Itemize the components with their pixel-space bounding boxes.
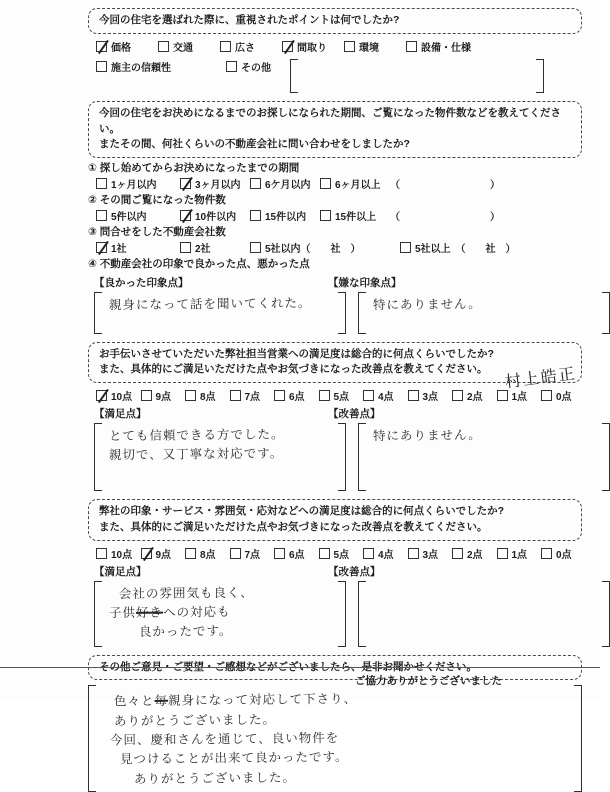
q2-sub2-opt2: 10件以内 (180, 208, 250, 223)
q2-sub1-opt2: 3ヶ月以内 (180, 176, 250, 191)
checkbox-layout (282, 41, 293, 52)
checkbox-over6months (320, 178, 331, 189)
q4-score-3: 3点 (408, 546, 453, 561)
q3-title-box (88, 342, 582, 392)
checkbox-owner-trust (96, 61, 107, 72)
q3-score-0: 0点 (541, 388, 572, 403)
q4-score-0: 0点 (541, 546, 572, 561)
checkbox-q3-7 (230, 390, 241, 401)
q2-sub3-opt4: 5社以上 （ 社 ） (400, 240, 516, 255)
q1-option-layout: 間取り (282, 39, 344, 54)
q1-other-writein-area (290, 59, 544, 93)
checkbox-q4-5 (319, 548, 330, 559)
q4-title-line2: また、具体的にご満足いただけた点やお気づきになった改善点を教えてください。 (99, 520, 488, 533)
bad-impression-writein (358, 292, 610, 334)
good-impression-writein (94, 292, 346, 334)
q3-satisfaction-line2: 親切で、又丁寧な対応です。 (108, 446, 284, 463)
checkbox-6months (250, 178, 261, 189)
q3-score-6: 6点 (274, 388, 319, 403)
checkbox-q4-6 (274, 548, 285, 559)
q4-score-6: 6点 (274, 546, 319, 561)
q3-improvement-label: 【改善点】 (328, 408, 381, 420)
q4-title-box (88, 499, 582, 541)
checkbox-size (220, 41, 231, 52)
q4-satisfaction-line1: 会社の雰囲気も良く、 (118, 585, 254, 601)
good-impression-text: 親身になって話を聞いてくれた。 (108, 295, 312, 312)
q2-title-box (88, 101, 582, 158)
q2-sub4-comments (94, 292, 582, 334)
q4-title-line1: 弊社の印象・サービス・雰囲気・応対などへの満足度は総合的に何点くらいでしたか? (99, 505, 504, 517)
q3-improvement-writein (358, 423, 610, 491)
q1-title-box (88, 8, 582, 34)
handwritten-signature: 村上皓正 (504, 365, 578, 392)
q2-title-line1: 今回の住宅をお決めになるまでのお探しになられた期間、ご覧になった物件数などを教えてください。 (99, 106, 561, 135)
footer-thanks: ご協力ありがとうございました (355, 675, 502, 687)
q1-option-other: その他 (226, 59, 288, 74)
checkbox-2companies (180, 242, 191, 253)
q4-score-10: 10点 (96, 546, 141, 561)
q4-score-9: 9点 (141, 546, 186, 561)
checkbox-q3-8 (185, 390, 196, 401)
q2-sub1-opt1: 1ヶ月以内 (96, 176, 180, 191)
bad-impression-text: 特にありません。 (372, 296, 482, 312)
q4-satisfaction-writein (94, 581, 346, 647)
checkbox-q3-2 (452, 390, 463, 401)
q2-sub3-opt1: 1社 (96, 240, 180, 255)
q3-title-line1: お手伝いさせていただいた弊社担当営業への満足度は総合的に何点くらいでしたか? (99, 347, 494, 360)
q3-title-line2: また、具体的にご満足いただけた点やお気づきになった改善点を教えてください。 (99, 363, 488, 376)
checkbox-15props (250, 210, 261, 221)
q2-sub2-label: ② その間ご覧になった物件数 (88, 194, 226, 207)
checkbox-q4-10 (96, 548, 107, 559)
q3-satisfaction-label: 【満足点】 (94, 408, 147, 420)
checkbox-q3-10 (96, 390, 107, 401)
q2-sub3-options (96, 240, 582, 255)
checkbox-q4-7 (230, 548, 241, 559)
checkbox-environment (344, 41, 355, 52)
bad-impression-label: 【嫌な印象点】 (328, 276, 402, 289)
checkbox-q4-2 (452, 548, 463, 559)
q2-sub3-opt2: 2社 (180, 240, 250, 255)
form-content (88, 8, 582, 792)
q5-line5: ありがとうございました。 (133, 770, 297, 787)
checkbox-q4-0 (541, 548, 552, 559)
q3-satisfaction-writein (94, 423, 346, 491)
checkbox-transport (158, 41, 169, 52)
q4-improvement-text (373, 582, 595, 584)
checkbox-q3-3 (408, 390, 419, 401)
q3-score-5: 5点 (319, 388, 364, 403)
q4-comments (94, 581, 582, 647)
struck-text: 毎 (154, 694, 169, 709)
q2-sub1-options (96, 176, 582, 191)
checkbox-over5companies (400, 242, 411, 253)
q2-sub2-paren: （ ） (390, 212, 500, 224)
checkbox-5props (96, 210, 107, 221)
checkbox-q4-9 (141, 548, 152, 559)
q2-sub1-opt4: 6ヶ月以上 (320, 176, 390, 191)
q2-sub3-label: ③ 問合せをした不動産会社数 (88, 226, 226, 239)
q5-line4: 見つけることが出来て良かったです。 (119, 750, 349, 767)
q1-option-transport: 交通 (158, 39, 220, 54)
q1-option-owner-trust: 施主の信頼性 (96, 59, 226, 74)
q3-column-labels (94, 406, 582, 421)
q2-sub2-opt3: 15件以内 (250, 208, 320, 223)
struck-text: 好き (135, 605, 164, 620)
checkbox-1company (96, 242, 107, 253)
q4-score-1: 1点 (497, 546, 542, 561)
q4-satisfaction-line3: 良かったです。 (138, 624, 233, 640)
q3-improvement-text: 特にありません。 (372, 428, 482, 444)
q4-column-labels (94, 564, 582, 579)
q2-sub4-column-labels (94, 275, 582, 290)
q3-comments (94, 423, 582, 491)
q3-score-8: 8点 (185, 388, 230, 403)
q4-satisfaction-label: 【満足点】 (94, 565, 147, 578)
q4-score-4: 4点 (363, 546, 408, 561)
checkbox-q4-8 (185, 548, 196, 559)
good-impression-label: 【良かった印象点】 (94, 276, 189, 289)
q2-sub1-label: ① 探し始めてからお決めになったまでの期間 (88, 162, 300, 174)
q3-score-4: 4点 (363, 388, 408, 403)
q3-score-10: 10点 (96, 388, 141, 403)
q4-score-8: 8点 (185, 546, 230, 561)
q4-improvement-writein (358, 581, 610, 647)
checkbox-price (96, 41, 107, 52)
checkbox-3months (180, 178, 191, 189)
q3-score-9: 9点 (141, 388, 186, 403)
q2-sub2-opt1: 5件以内 (96, 208, 180, 223)
q5-line1: 色々と毎親身になって対応して下さり、 (113, 692, 358, 709)
q1-options-row2 (96, 59, 582, 93)
checkbox-1month (96, 178, 107, 189)
q2-sub2-opt4: 15件以上 (320, 208, 390, 223)
bottom-rule (0, 667, 600, 668)
q1-option-size: 広さ (220, 39, 282, 54)
checkbox-q4-1 (497, 548, 508, 559)
q3-satisfaction-line1: とても信頼できる方でした。 (108, 427, 285, 444)
checkbox-over15props (320, 210, 331, 221)
q3-score-2: 2点 (452, 388, 497, 403)
q2-sub2-options (96, 208, 582, 223)
checkbox-equipment (406, 41, 417, 52)
q4-satisfaction-line2: 子供好きへの対応も (108, 604, 231, 621)
q4-score-7: 7点 (230, 546, 275, 561)
q5-title: その他ご意見・ご要望・ご感想などがございましたら、是非お聞かせください。 (99, 660, 477, 673)
q2-sub3-opt3: 5社以内（ 社 ） (250, 240, 400, 255)
checkbox-q3-6 (274, 390, 285, 401)
q3-score-7: 7点 (230, 388, 275, 403)
q4-score-scale (96, 546, 582, 561)
checkbox-q4-3 (408, 548, 419, 559)
q1-options-row1 (96, 39, 582, 54)
q3-score-1: 1点 (497, 388, 542, 403)
checkbox-other (226, 61, 237, 72)
q1-option-equipment: 設備・仕様 (406, 39, 471, 54)
q1-option-environment: 環境 (344, 39, 406, 54)
q4-score-5: 5点 (319, 546, 364, 561)
checkbox-10props (180, 210, 191, 221)
q2-title-line2: またその間、何社くらいの不動産会社に問い合わせをしましたか? (99, 138, 410, 151)
checkbox-q3-4 (363, 390, 374, 401)
checkbox-q3-9 (141, 390, 152, 401)
q5-line3: 今回、慶和さんを通じて、良い物件を (109, 730, 340, 748)
q1-option-price: 価格 (96, 39, 158, 54)
checkbox-q4-4 (363, 548, 374, 559)
q2-sub1-paren: （ ） (390, 180, 500, 192)
q4-improvement-label: 【改善点】 (328, 565, 381, 578)
q2-sub4-label: ④ 不動産会社の印象で良かった点、悪かった点 (88, 258, 310, 271)
q5-line2: ありがとうございました。 (113, 712, 277, 728)
q5-comments-writein (88, 685, 582, 792)
checkbox-q3-5 (319, 390, 330, 401)
q3-score-3: 3点 (408, 388, 453, 403)
q1-title: 今回の住宅を選ばれた際に、重視されたポイントは何でしたか? (99, 14, 400, 26)
q2-sub1-opt3: 6ケ月以内 (250, 176, 320, 191)
q4-score-2: 2点 (452, 546, 497, 561)
checkbox-within5companies (250, 242, 261, 253)
